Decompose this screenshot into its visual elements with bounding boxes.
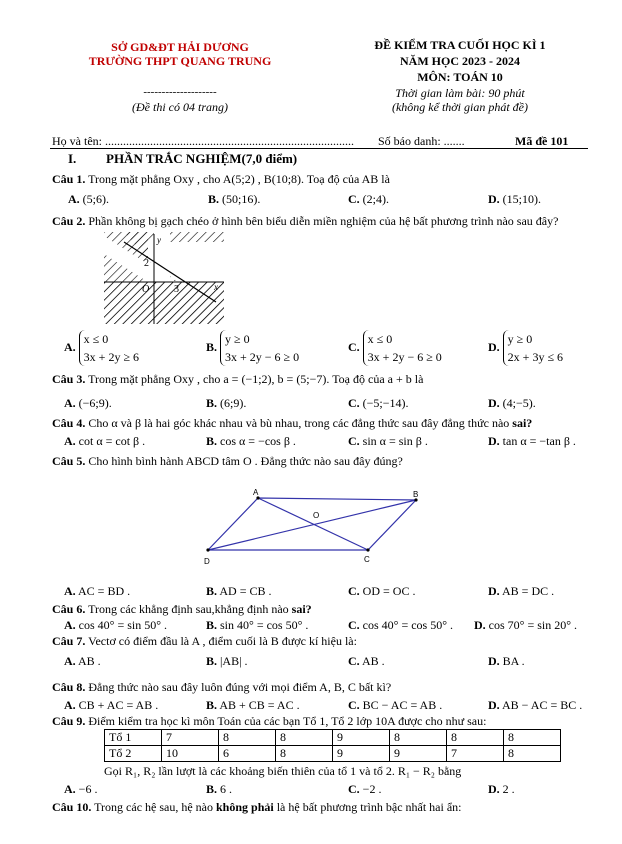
- vertex-a-label: A: [253, 488, 259, 497]
- q9-label: Câu 9.: [52, 714, 86, 728]
- q5-option-a[interactable]: A. AC = BD .: [64, 584, 131, 598]
- q4-option-a[interactable]: A. cot α = cot β .: [64, 434, 146, 448]
- q2-label: Câu 2.: [52, 214, 86, 228]
- q3-option-d[interactable]: D. (4;−5).: [488, 396, 536, 410]
- header-rule: [50, 148, 588, 149]
- q6-text: Trong các khẳng định sau,khẳng định nào: [88, 602, 289, 616]
- q8-text: Đẳng thức nào sau đây luôn đúng với mọi điểm A, B, C bất kì?: [88, 680, 392, 694]
- subject: MÔN: TOÁN 10: [417, 70, 503, 84]
- q3-label: Câu 3.: [52, 372, 86, 386]
- q9-score-table: [104, 729, 561, 762]
- q1-option-b[interactable]: B. (50;16).: [208, 192, 261, 206]
- q1-option-d[interactable]: D. (15;10).: [488, 192, 541, 206]
- time-note: (không kể thời gian phát đề): [391, 100, 529, 114]
- q1-label: Câu 1.: [52, 172, 86, 186]
- section-title: PHẦN TRẮC NGHIỆM(7,0 điểm): [106, 151, 298, 166]
- q5-option-c[interactable]: C. OD = OC .: [348, 584, 416, 598]
- q8-option-c[interactable]: C. BC − AC = AB .: [348, 698, 443, 712]
- row-label: Tổ 1: [105, 730, 162, 746]
- q3-option-c[interactable]: C. (−5;−14).: [348, 396, 409, 410]
- q6-option-c[interactable]: C. cos 40° = cos 50° .: [348, 618, 454, 632]
- q9-text: Điểm kiểm tra học kì môn Toán của các bạn Tổ 1, Tổ 2 lớp 10A được cho như sau:: [88, 714, 487, 728]
- q9-option-a[interactable]: A. −6 .: [64, 782, 98, 796]
- school-year: NĂM HỌC 2023 - 2024: [400, 54, 520, 68]
- table-row: Tổ 1 7 8 8 9 8 8 8: [105, 730, 561, 746]
- q4-text: Cho α và β là hai góc khác nhau và bù nhau, trong các đẳng thức sau đây đẳng thức nào: [88, 416, 510, 430]
- student-name-field: Họ và tên: ...................................................................................: [52, 134, 354, 148]
- q4-label: Câu 4.: [52, 416, 86, 430]
- q1-option-c[interactable]: C. (2;4).: [348, 192, 389, 206]
- table-row: Tổ 2 10 6 8 9 9 7 8: [105, 746, 561, 762]
- vertex-b-label: B: [413, 490, 419, 499]
- center-o-label: O: [313, 511, 320, 520]
- q6-option-a[interactable]: A. cos 40° = sin 50° .: [64, 618, 168, 632]
- q3-option-b[interactable]: B. (6;9).: [206, 396, 247, 410]
- question-8: [52, 680, 391, 695]
- axis-x-label: x: [214, 282, 218, 292]
- question-5: [52, 454, 403, 469]
- vertex-c-label: C: [364, 555, 370, 564]
- q2-inequality-graph: [104, 232, 224, 324]
- question-4: [52, 416, 532, 431]
- q5-label: Câu 5.: [52, 454, 86, 468]
- row-label: Tổ 2: [105, 746, 162, 762]
- q10-emphasis: không phải: [216, 800, 274, 814]
- question-7: [52, 634, 357, 649]
- q10-label: Câu 10.: [52, 800, 92, 814]
- diagonal-ac: [258, 498, 368, 550]
- question-9: [52, 714, 486, 729]
- q6-option-d[interactable]: D. cos 70° = sin 20° .: [474, 618, 578, 632]
- q6-option-b[interactable]: B. sin 40° = cos 50° .: [206, 618, 309, 632]
- q9-note: Gọi R₁, R₂ lần lượt là các khoảng biến thiên của tổ 1 và tổ 2. R₁ − R₂ bằng: [104, 764, 462, 778]
- q8-option-b[interactable]: B. AB + CB = AC .: [206, 698, 300, 712]
- exam-code: Mã đề 101: [515, 134, 569, 148]
- diagonal-bd: [208, 500, 416, 550]
- q2-option-c[interactable]: C. x ≤ 0 3x + 2y − 6 ≥ 0: [348, 332, 442, 364]
- dept-name: SỞ GD&ĐT HẢI DƯƠNG: [111, 40, 249, 54]
- q7-option-c[interactable]: C. AB .: [348, 654, 385, 668]
- q7-option-b[interactable]: B. |AB| .: [206, 654, 248, 668]
- q9-option-c[interactable]: C. −2 .: [348, 782, 382, 796]
- q8-label: Câu 8.: [52, 680, 86, 694]
- q2-text: Phần không bị gạch chéo ở hình bên biểu diễn miền nghiệm của hệ bất phương trình nào sau đây?: [88, 214, 559, 228]
- pages-note: (Đề thi có 04 trang): [132, 100, 228, 114]
- q6-label: Câu 6.: [52, 602, 86, 616]
- question-2: [52, 214, 558, 229]
- q5-option-d[interactable]: D. AB = DC .: [488, 584, 555, 598]
- question-10: [52, 800, 462, 815]
- q10-text-2: là hệ bất phương trình bậc nhất hai ẩn:: [276, 800, 462, 814]
- q5-option-b[interactable]: B. AD = CB .: [206, 584, 272, 598]
- q7-label: Câu 7.: [52, 634, 86, 648]
- school-name: TRƯỜNG THPT QUANG TRUNG: [88, 54, 272, 68]
- q3-option-a[interactable]: A. (−6;9).: [64, 396, 112, 410]
- q4-option-c[interactable]: C. sin α = sin β .: [348, 434, 428, 448]
- q1-option-a[interactable]: A. (5;6).: [68, 192, 109, 206]
- q1-text: Trong mặt phẳng Oxy , cho A(5;2) , B(10;8). Toạ độ của AB là: [88, 172, 390, 186]
- question-1: [52, 172, 390, 187]
- q7-text: Vectơ có điểm đầu là A , điểm cuối là B được kí hiệu là:: [88, 634, 357, 648]
- tick-3: 3: [174, 284, 179, 295]
- q6-emphasis: sai?: [291, 602, 312, 616]
- exam-time: Thời gian làm bài: 90 phút: [395, 86, 525, 100]
- q4-emphasis: sai?: [512, 416, 533, 430]
- q5-text: Cho hình bình hành ABCD tâm O . Đẳng thức nào sau đây đúng?: [88, 454, 403, 468]
- q8-option-a[interactable]: A. CB + AC = AB .: [64, 698, 159, 712]
- q2-option-d[interactable]: D. y ≥ 0 2x + 3y ≤ 6: [488, 332, 564, 364]
- axis-y-label: y: [157, 235, 161, 245]
- q2-option-a[interactable]: A. x ≤ 0 3x + 2y ≥ 6: [64, 332, 140, 364]
- exam-title: ĐỀ KIỂM TRA CUỐI HỌC KÌ 1: [374, 38, 546, 52]
- q9-option-d[interactable]: D. 2 .: [488, 782, 515, 796]
- student-id-field: Số báo danh: .......: [378, 134, 465, 148]
- q4-option-b[interactable]: B. cos α = −cos β .: [206, 434, 296, 448]
- section-number: I.: [68, 151, 77, 166]
- question-3: [52, 372, 423, 387]
- q3-text: Trong mặt phẳng Oxy , cho a = (−1;2), b = (5;−7). Toạ độ của a + b là: [88, 372, 424, 386]
- origin-label: O: [142, 284, 150, 295]
- q8-option-d[interactable]: D. AB − AC = BC .: [488, 698, 583, 712]
- q5-parallelogram: [196, 486, 436, 570]
- q7-option-d[interactable]: D. BA .: [488, 654, 525, 668]
- tick-2: 2: [144, 258, 149, 269]
- q2-option-b[interactable]: B. y ≥ 0 3x + 2y − 6 ≥ 0: [206, 332, 300, 364]
- q9-option-b[interactable]: B. 6 .: [206, 782, 233, 796]
- question-6: [52, 602, 312, 617]
- header-dashes: --------------------: [143, 86, 217, 98]
- q10-text: Trong các hệ sau, hệ nào: [94, 800, 213, 814]
- vertex-d-label: D: [204, 557, 210, 566]
- q7-option-a[interactable]: A. AB .: [64, 654, 101, 668]
- q4-option-d[interactable]: D. tan α = −tan β .: [488, 434, 576, 448]
